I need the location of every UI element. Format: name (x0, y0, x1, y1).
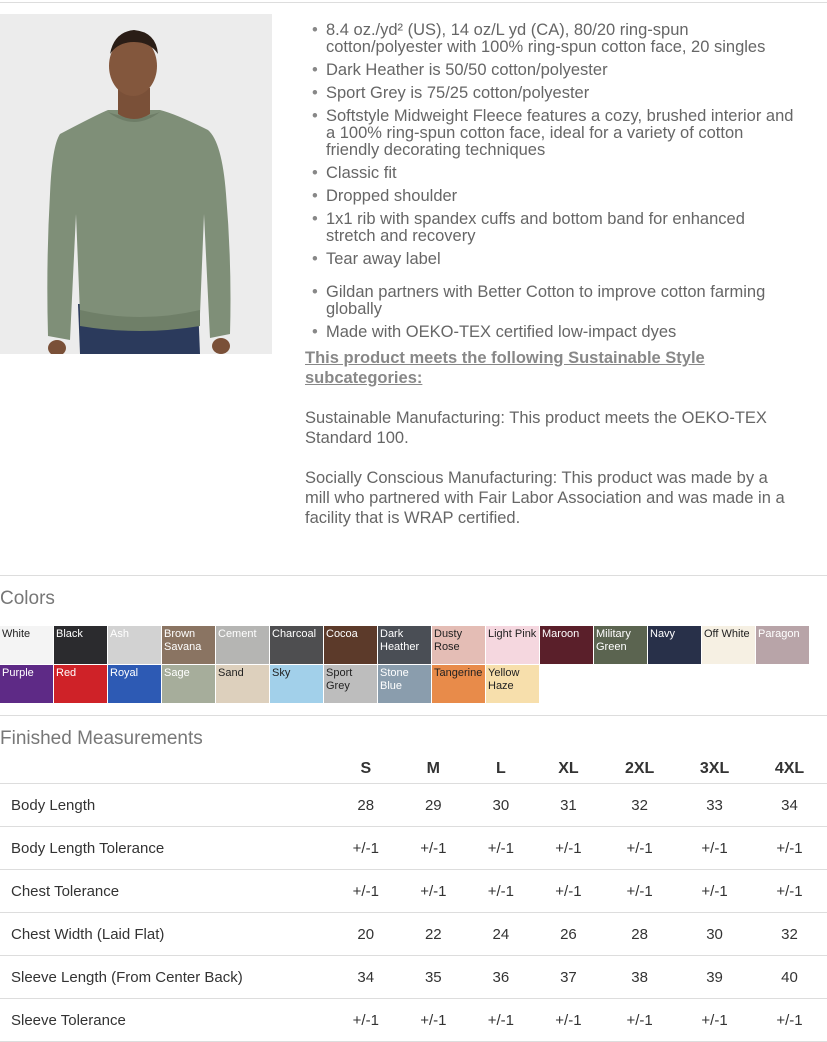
measurement-value: +/-1 (752, 999, 827, 1042)
measurement-value: +/-1 (602, 827, 677, 870)
size-header: M (400, 755, 468, 784)
section-divider (0, 715, 827, 716)
table-row (0, 999, 827, 1042)
color-swatch[interactable]: Cement (216, 626, 269, 664)
measurement-value: +/-1 (332, 827, 400, 870)
measurement-value: 33 (677, 784, 752, 827)
header-spacer (0, 755, 332, 784)
measurement-value: 30 (467, 784, 535, 827)
measurement-value: 30 (677, 913, 752, 956)
measurement-value: 29 (400, 784, 468, 827)
measurements-title: Finished Measurements (0, 728, 203, 749)
measurement-value: 36 (467, 956, 535, 999)
measurement-value: +/-1 (467, 999, 535, 1042)
feature-item: • Softstyle Midweight Fleece features a cozy, brushed interior and a 100% ring-spun cotton face, ideal for a variety of cotton friendly decorating techniques (326, 108, 795, 159)
feature-item: • 1x1 rib with spandex cuffs and bottom band for enhanced stretch and recovery (326, 211, 795, 245)
feature-item: • Sport Grey is 75/25 cotton/polyester (326, 85, 795, 102)
color-swatch[interactable]: White (0, 626, 53, 664)
feature-item: • 8.4 oz./yd² (US), 14 oz/L yd (CA), 80/20 ring-spun cotton/polyester with 100% ring-spun cotton face, 20 singles (326, 22, 795, 56)
size-header: 4XL (752, 755, 827, 784)
measurement-value: 20 (332, 913, 400, 956)
table-row (0, 913, 827, 956)
color-swatch[interactable]: Off White (702, 626, 755, 664)
measurement-value: +/-1 (535, 870, 603, 913)
size-header: XL (535, 755, 603, 784)
feature-item: • Classic fit (326, 165, 795, 182)
color-swatch[interactable]: Red (54, 665, 107, 703)
measurement-value: 35 (400, 956, 468, 999)
section-divider (0, 575, 827, 576)
table-row (0, 784, 827, 827)
measurement-label: Sleeve Length (From Center Back) (0, 956, 332, 999)
measurement-value: +/-1 (400, 827, 468, 870)
measurement-value: 34 (332, 956, 400, 999)
color-swatch[interactable]: Purple (0, 665, 53, 703)
measurement-value: 37 (535, 956, 603, 999)
size-header-row (0, 755, 827, 784)
product-photo[interactable] (0, 14, 272, 354)
measurement-value: 38 (602, 956, 677, 999)
size-header: S (332, 755, 400, 784)
color-swatch[interactable]: Dusty Rose (432, 626, 485, 664)
color-swatch[interactable]: Navy (648, 626, 701, 664)
measurement-value: +/-1 (467, 827, 535, 870)
measurement-value: 22 (400, 913, 468, 956)
sustainable-style-heading: This product meets the following Sustainable Style subcategories: (305, 349, 705, 387)
measurement-value: 39 (677, 956, 752, 999)
color-swatch[interactable]: Paragon (756, 626, 809, 664)
color-swatch[interactable]: Cocoa (324, 626, 377, 664)
table-row (0, 827, 827, 870)
feature-item: • Tear away label (326, 251, 795, 268)
measurement-value: +/-1 (332, 999, 400, 1042)
measurement-value: 28 (332, 784, 400, 827)
measurement-value: +/-1 (535, 999, 603, 1042)
measurement-label: Chest Tolerance (0, 870, 332, 913)
color-swatch[interactable]: Sport Grey (324, 665, 377, 703)
measurement-value: +/-1 (602, 999, 677, 1042)
measurement-label: Chest Width (Laid Flat) (0, 913, 332, 956)
sustainable-manufacturing-text: Sustainable Manufacturing: This product meets the OEKO-TEX Standard 100. (305, 409, 767, 447)
color-swatch[interactable]: Black (54, 626, 107, 664)
measurement-value: 24 (467, 913, 535, 956)
model-illustration (0, 14, 272, 354)
feature-item: • Dark Heather is 50/50 cotton/polyester (326, 62, 795, 79)
socially-conscious-text: Socially Conscious Manufacturing: This product was made by a mill who partnered with Fair Labor Association and was made in a facility that is WRAP certified. (305, 469, 785, 527)
measurement-value: +/-1 (752, 870, 827, 913)
sustainability-feature-list (305, 284, 795, 341)
measurement-value: +/-1 (677, 870, 752, 913)
color-swatch[interactable]: Tangerine (432, 665, 485, 703)
measurement-value: +/-1 (752, 827, 827, 870)
top-divider (0, 2, 827, 3)
measurement-label: Sleeve Tolerance (0, 999, 332, 1042)
measurement-value: +/-1 (400, 999, 468, 1042)
color-swatch[interactable]: Light Pink (486, 626, 539, 664)
measurement-value: 31 (535, 784, 603, 827)
measurement-label: Body Length Tolerance (0, 827, 332, 870)
color-swatch[interactable]: Maroon (540, 626, 593, 664)
color-swatch[interactable]: Ash (108, 626, 161, 664)
table-row (0, 956, 827, 999)
feature-item: • Gildan partners with Better Cotton to improve cotton farming globally (326, 284, 795, 318)
color-swatch[interactable]: Royal (108, 665, 161, 703)
feature-item: • Dropped shoulder (326, 188, 795, 205)
color-swatch[interactable]: Brown Savana (162, 626, 215, 664)
measurement-value: 40 (752, 956, 827, 999)
measurement-value: 32 (752, 913, 827, 956)
color-swatch[interactable]: Charcoal (270, 626, 323, 664)
measurement-value: 28 (602, 913, 677, 956)
measurement-value: +/-1 (467, 870, 535, 913)
measurement-value: +/-1 (535, 827, 603, 870)
feature-item: • Made with OEKO-TEX certified low-impact dyes (326, 324, 795, 341)
size-header: L (467, 755, 535, 784)
measurement-value: 34 (752, 784, 827, 827)
product-details (305, 22, 795, 528)
measurement-value: +/-1 (400, 870, 468, 913)
measurement-value: +/-1 (602, 870, 677, 913)
color-swatch[interactable]: Yellow Haze (486, 665, 539, 703)
color-swatch-grid (0, 626, 816, 703)
measurement-value: +/-1 (677, 827, 752, 870)
colors-title: Colors (0, 588, 55, 609)
color-swatch[interactable]: Sky (270, 665, 323, 703)
size-header: 2XL (602, 755, 677, 784)
measurement-value: +/-1 (332, 870, 400, 913)
color-swatch[interactable]: Sage (162, 665, 215, 703)
color-swatch[interactable]: Dark Heather (378, 626, 431, 664)
measurement-value: 26 (535, 913, 603, 956)
measurement-value: +/-1 (677, 999, 752, 1042)
measurement-label: Body Length (0, 784, 332, 827)
measurement-value: 32 (602, 784, 677, 827)
color-swatch[interactable]: Sand (216, 665, 269, 703)
size-header: 3XL (677, 755, 752, 784)
color-swatch[interactable]: Stone Blue (378, 665, 431, 703)
color-swatch[interactable]: Military Green (594, 626, 647, 664)
measurements-table (0, 755, 827, 1042)
table-row (0, 870, 827, 913)
feature-list (305, 22, 795, 268)
